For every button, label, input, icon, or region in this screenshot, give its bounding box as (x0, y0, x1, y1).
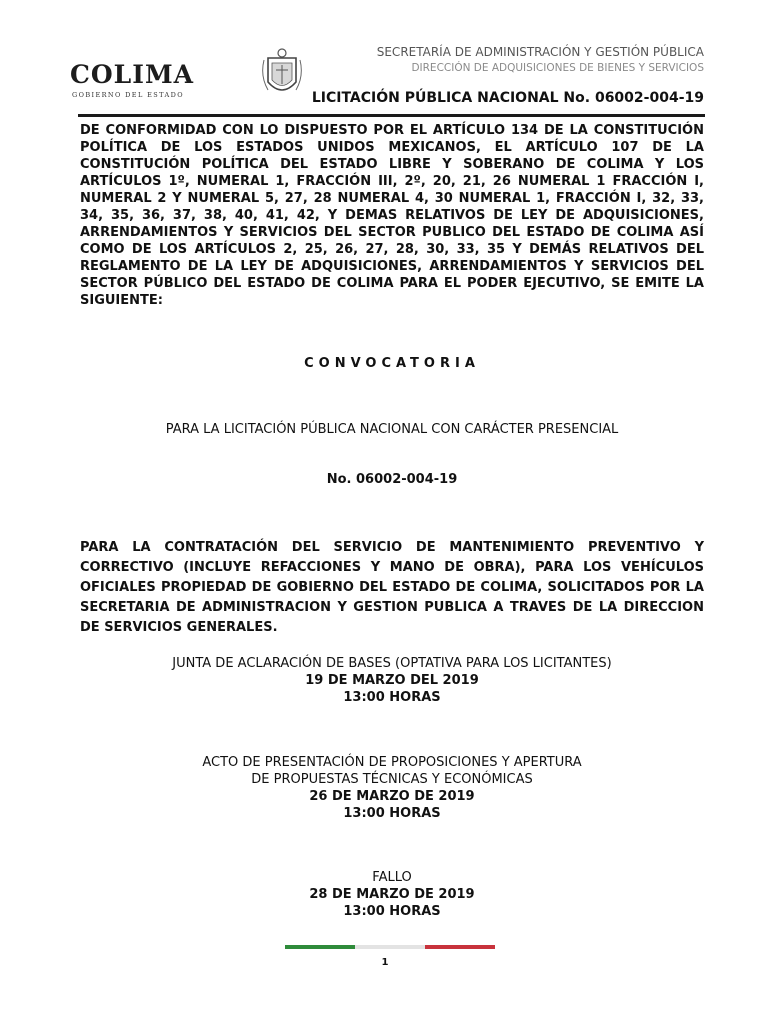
page-number: 1 (381, 957, 389, 968)
flag-stripe-green (285, 945, 355, 949)
flag-stripe-white (355, 945, 425, 949)
secretaria-heading: SECRETARÍA DE ADMINISTRACIÓN Y GESTIÓN PÚBLICA (376, 45, 704, 59)
event-date: 28 DE MARZO DE 2019 (309, 887, 475, 902)
licitacion-number: No. 06002-004-19 (326, 472, 458, 487)
event-fallo (80, 869, 704, 920)
coat-of-arms-icon (260, 46, 304, 104)
purpose-paragraph: PARA LA CONTRATACIÓN DEL SERVICIO DE MANTENIMIENTO PREVENTIVO Y CORRECTIVO (INCLUYE REFACCIONES Y MANO DE OBRA), PARA LOS VEHÍCULOS OFICIALES PROPIEDAD DE GOBIERNO DEL ESTADO DE COLIMA, SOLICITADOS POR LA SECRETARIA DE ADMINISTRACION Y GESTION PUBLICA A TRAVES DE LA DIRECCION DE SERVICIOS GENERALES. (80, 540, 704, 635)
event-label: JUNTA DE ACLARACIÓN DE BASES (OPTATIVA PARA LOS LICITANTES) (172, 656, 612, 671)
event-label: FALLO (372, 870, 412, 885)
colima-logo (70, 46, 240, 106)
event-label: DE PROPUESTAS TÉCNICAS Y ECONÓMICAS (251, 772, 533, 787)
legal-basis-paragraph: DE CONFORMIDAD CON LO DISPUESTO POR EL ARTÍCULO 134 DE LA CONSTITUCIÓN POLÍTICA DE LOS ESTADOS UNIDOS MEXICANOS, EL ARTÍCULO 107 DE LA CONSTITUCIÓN POLÍTICA DEL ESTADO LIBRE Y SOBERANO DE COLIMA Y LOS ARTÍCULOS 1º, NUMERAL 1, FRACCIÓN III, 2º, 20, 21, 26 NUMERAL 1 FRACCIÓN I, NUMERAL 2 Y NUMERAL 5, 27, 28 NUMERAL 4, 30 NUMERAL 1, FRACCIÓN I, 32, 33, 34, 35, 36, 37, 38, 40, 41, 42, Y DEMAS RELATIVOS DE LEY DE ADQUISICIONES, ARRENDAMIENTOS Y SERVICIOS DEL SECTOR PUBLICO DEL ESTADO DE COLIMA ASÍ COMO DE LOS ARTÍCULOS 2, 25, 26, 27, 28, 30, 33, 35 Y DEMÁS RELATIVOS DEL REGLAMENTO DE LA LEY DE ADQUISICIONES, ARRENDAMIENTOS Y SERVICIOS DEL SECTOR PÚBLICO DEL ESTADO DE COLIMA PARA EL PODER EJECUTIVO, SE EMITE LA SIGUIENTE: (80, 123, 704, 308)
logo-wordmark: COLIMA (70, 60, 195, 89)
event-presentacion-proposiciones (80, 754, 704, 822)
event-label: ACTO DE PRESENTACIÓN DE PROPOSICIONES Y APERTURA (202, 755, 582, 770)
direccion-heading: DIRECCIÓN DE ADQUISICIONES DE BIENES Y SERVICIOS (411, 62, 704, 74)
convocatoria-heading: CONVOCATORIA (304, 356, 480, 371)
header-divider (78, 114, 705, 117)
event-time: 13:00 HORAS (343, 690, 441, 705)
event-date: 19 DE MARZO DEL 2019 (305, 673, 479, 688)
event-time: 13:00 HORAS (343, 904, 441, 919)
event-date: 26 DE MARZO DE 2019 (309, 789, 475, 804)
licitacion-subtitle: PARA LA LICITACIÓN PÚBLICA NACIONAL CON CARÁCTER PRESENCIAL (165, 422, 619, 437)
licitacion-title: LICITACIÓN PÚBLICA NACIONAL No. 06002-004-19 (311, 90, 704, 106)
logo-subtext: GOBIERNO DEL ESTADO (72, 91, 184, 99)
event-time: 13:00 HORAS (343, 806, 441, 821)
flag-stripe-red (425, 945, 495, 949)
event-junta-aclaracion (80, 655, 704, 706)
